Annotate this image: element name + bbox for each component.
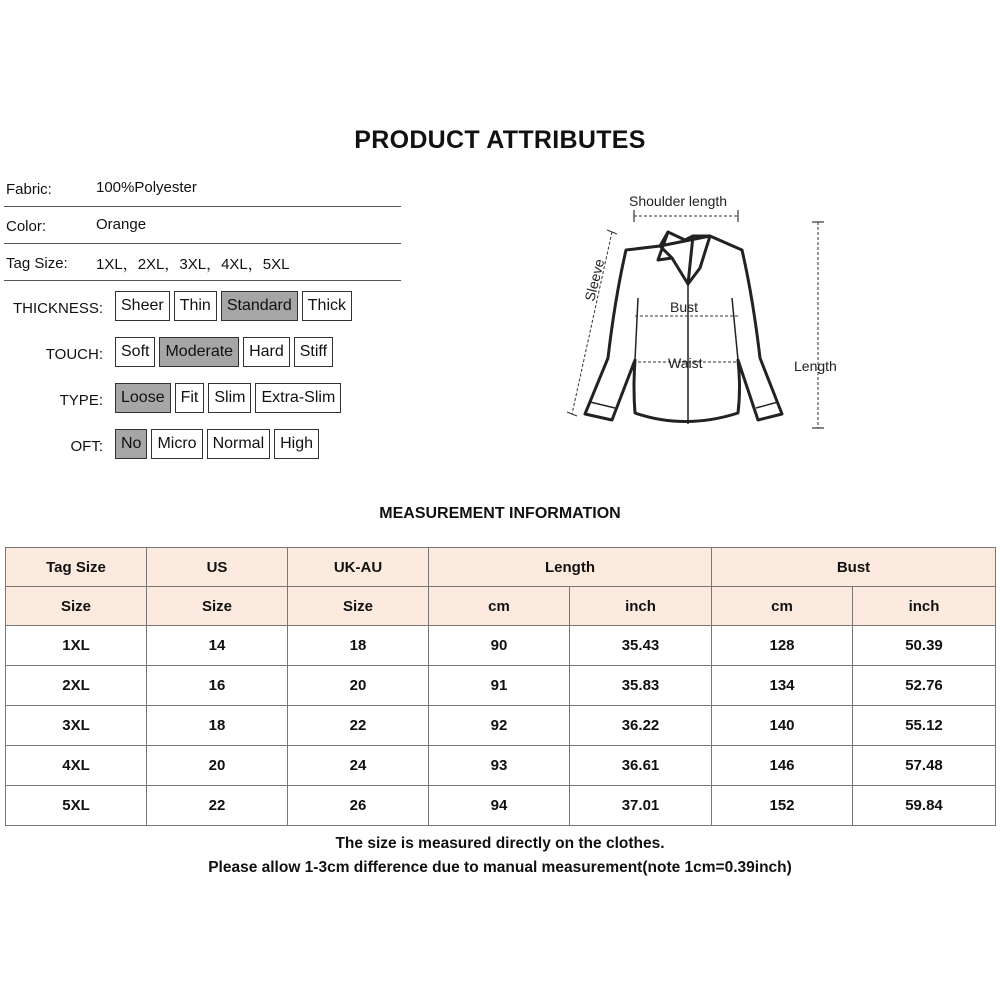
table-cell: 35.83 xyxy=(570,666,712,706)
option-high: High xyxy=(274,429,319,459)
attr-label: Tag Size: xyxy=(6,255,68,272)
attr-label: Color: xyxy=(6,218,47,235)
option-loose: Loose xyxy=(115,383,171,413)
table-cell: 1XL xyxy=(6,626,147,666)
header-cell: UK-AU xyxy=(288,548,429,587)
attr-value: 1XL，2XL，3XL，4XL，5XL xyxy=(96,256,290,273)
table-cell: 35.43 xyxy=(570,626,712,666)
option-stiff: Stiff xyxy=(294,337,333,367)
header-cell: inch xyxy=(570,587,712,626)
table-cell: 52.76 xyxy=(853,666,996,706)
header-cell: Tag Size xyxy=(6,548,147,587)
table-cell: 26 xyxy=(288,786,429,826)
option-slim: Slim xyxy=(208,383,251,413)
table-cell: 59.84 xyxy=(853,786,996,826)
header-cell: cm xyxy=(712,587,853,626)
table-cell: 18 xyxy=(147,706,288,746)
table-cell: 2XL xyxy=(6,666,147,706)
sleeve-label: Sleeve xyxy=(581,257,608,303)
table-cell: 55.12 xyxy=(853,706,996,746)
table-cell: 146 xyxy=(712,746,853,786)
header-cell: inch xyxy=(853,587,996,626)
table-cell: 22 xyxy=(147,786,288,826)
option-no: No xyxy=(115,429,147,459)
table-cell: 16 xyxy=(147,666,288,706)
length-label: Length xyxy=(794,358,837,374)
table-row xyxy=(6,626,996,666)
table-cell: 36.61 xyxy=(570,746,712,786)
table-cell: 94 xyxy=(429,786,570,826)
header-cell: Length xyxy=(429,548,712,587)
option-moderate: Moderate xyxy=(159,337,239,367)
header-cell: cm xyxy=(429,587,570,626)
attr-value: Orange xyxy=(96,216,147,233)
attr-row-tag-size xyxy=(4,244,401,281)
header-cell: US xyxy=(147,548,288,587)
shoulder-label: Shoulder length xyxy=(629,193,728,209)
attr-row-fabric xyxy=(4,170,401,207)
table-cell: 140 xyxy=(712,706,853,746)
table-cell: 18 xyxy=(288,626,429,666)
note-line: Please allow 1-3cm difference due to manual measurement(note 1cm=0.39inch) xyxy=(208,859,792,876)
table-cell: 37.01 xyxy=(570,786,712,826)
table-cell: 152 xyxy=(712,786,853,826)
table-cell: 20 xyxy=(147,746,288,786)
table-cell: 50.39 xyxy=(853,626,996,666)
attr-label: Fabric: xyxy=(6,181,52,198)
measurement-table xyxy=(5,547,996,826)
table-subheader-row xyxy=(6,587,996,626)
attr-value: 100%Polyester xyxy=(96,179,197,196)
jacket-outline xyxy=(585,236,782,422)
option-thick: Thick xyxy=(302,291,352,321)
table-cell: 22 xyxy=(288,706,429,746)
option-thin: Thin xyxy=(174,291,217,321)
table-cell: 57.48 xyxy=(853,746,996,786)
table-cell: 4XL xyxy=(6,746,147,786)
table-cell: 90 xyxy=(429,626,570,666)
table-cell: 20 xyxy=(288,666,429,706)
option-hard: Hard xyxy=(243,337,290,367)
option-group-label: OFT: xyxy=(70,438,103,455)
table-cell: 92 xyxy=(429,706,570,746)
table-cell: 134 xyxy=(712,666,853,706)
option-group-label: TYPE: xyxy=(59,392,103,409)
option-soft: Soft xyxy=(115,337,155,367)
jacket-diagram xyxy=(560,188,850,438)
option-group-label: THICKNESS: xyxy=(12,300,103,317)
table-header-row xyxy=(6,548,996,587)
header-cell: Size xyxy=(6,587,147,626)
option-normal: Normal xyxy=(207,429,271,459)
table-row xyxy=(6,786,996,826)
table-cell: 36.22 xyxy=(570,706,712,746)
option-extra-slim: Extra-Slim xyxy=(255,383,341,413)
option-micro: Micro xyxy=(151,429,202,459)
page-title: PRODUCT ATTRIBUTES xyxy=(354,126,646,154)
table-row xyxy=(6,706,996,746)
measurement-title: MEASUREMENT INFORMATION xyxy=(379,505,621,522)
header-cell: Bust xyxy=(712,548,996,587)
attr-row-color xyxy=(4,207,401,244)
note-line: The size is measured directly on the clothes. xyxy=(335,835,665,852)
bust-label: Bust xyxy=(670,299,699,315)
option-sheer: Sheer xyxy=(115,291,170,321)
option-standard: Standard xyxy=(221,291,298,321)
table-cell: 5XL xyxy=(6,786,147,826)
header-cell: Size xyxy=(147,587,288,626)
table-cell: 128 xyxy=(712,626,853,666)
option-fit: Fit xyxy=(175,383,205,413)
table-row xyxy=(6,666,996,706)
table-cell: 24 xyxy=(288,746,429,786)
option-group-label: TOUCH: xyxy=(45,346,103,363)
header-cell: Size xyxy=(288,587,429,626)
waist-label: Waist xyxy=(668,355,703,371)
table-row xyxy=(6,746,996,786)
table-cell: 3XL xyxy=(6,706,147,746)
table-cell: 91 xyxy=(429,666,570,706)
table-cell: 93 xyxy=(429,746,570,786)
table-cell: 14 xyxy=(147,626,288,666)
